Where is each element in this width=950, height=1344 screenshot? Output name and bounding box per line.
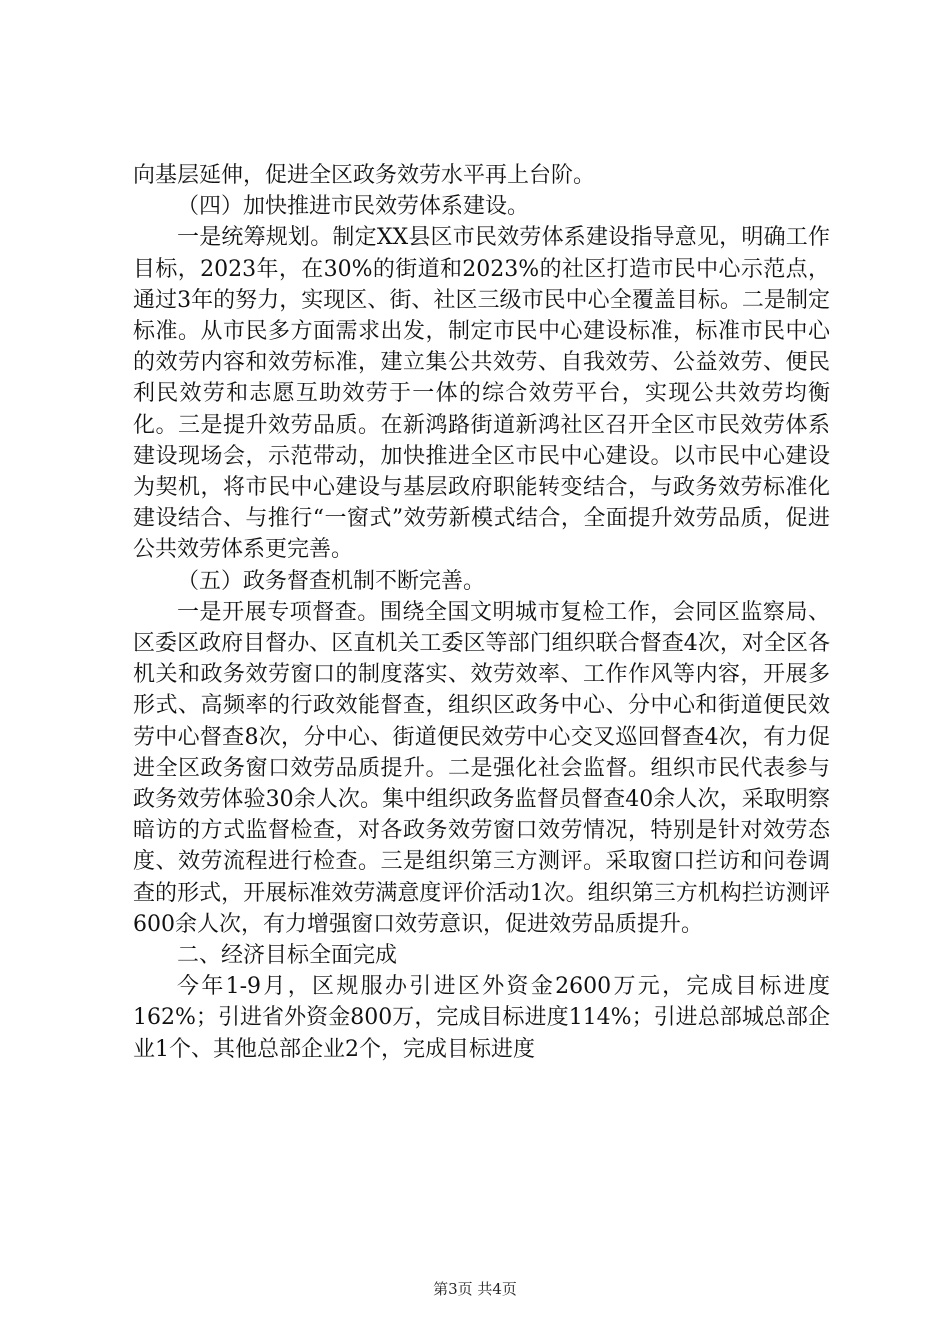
document-body	[133, 160, 830, 1065]
section-heading-4: （四）加快推进市民效劳体系建设。	[177, 194, 530, 220]
section-heading-5: （五）政务督查机制不断完善。	[177, 568, 486, 594]
page-number-footer: 第3页 共4页	[433, 1280, 517, 1298]
paragraph-supervision: 一是开展专项督查。围绕全国文明城市复检工作，会同区监察局、区委区政府目督办、区直机关工委区等部门组织联合督查4次，对全区各机关和政务效劳窗口的制度落实、效劳效率、工作作风等内容，开展多形式、高频率的行政效能督查，组织区政务中心、分中心和街道便民效劳中心督查8次，分中心、街道便民效劳中心交叉巡回督查4次，有力促进全区政务窗口效劳品质提升。二是强化社会监督。组织市民代表参与政务效劳体验30余人次。集中组织政务监督员督查40余人次，采取明察暗访的方式监督检查，对各政务效劳窗口效劳情况，特别是针对效劳态度、效劳流程进行检查。三是组织第三方测评。采取窗口拦访和问卷调查的形式，开展标准效劳满意度评价活动1次。组织第三方机构拦访测评600余人次，有力增强窗口效劳意识，促进效劳品质提升。	[133, 599, 830, 937]
paragraph-economic-targets: 今年1-9月，区规服办引进区外资金2600万元，完成目标进度162%；引进省外资金800万，完成目标进度114%；引进总部城总部企业1个、其他总部企业2个，完成目标进度	[133, 974, 830, 1062]
section-heading-economic: 二、经济目标全面完成	[177, 943, 398, 969]
paragraph-citizen-service: 一是统筹规划。制定XX县区市民效劳体系建设指导意见，明确工作目标，2023年，在30%的街道和2023%的社区打造市民中心示范点，通过3年的努力，实现区、街、社区三级市民中心全覆盖目标。二是制定标准。从市民多方面需求出发，制定市民中心建设标准，标准市民中心的效劳内容和效劳标准，建立集公共效劳、自我效劳、公益效劳、便民利民效劳和志愿互助效劳于一体的综合效劳平台，实现公共效劳均衡化。三是提升效劳品质。在新鸿路街道新鸿社区召开全区市民效劳体系建设现场会，示范带动，加快推进全区市民中心建设。以市民中心建设为契机，将市民中心建设与基层政府职能转变结合，与政务效劳标准化建设结合、与推行“一窗式”效劳新模式结合，全面提升效劳品质，促进公共效劳体系更完善。	[133, 225, 830, 563]
paragraph-continuation: 向基层延伸，促进全区政务效劳水平再上台阶。	[133, 163, 596, 188]
